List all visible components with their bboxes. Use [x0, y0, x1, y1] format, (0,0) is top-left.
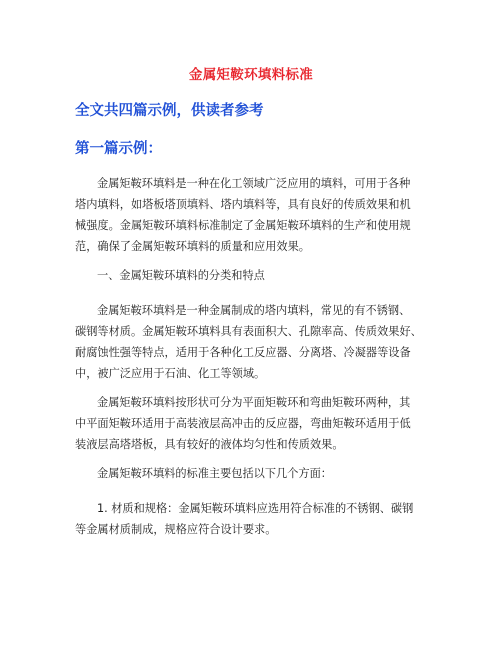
- paragraph-line: 装液层高塔塔板，具有较好的液体均匀性和传质效果。: [75, 438, 344, 451]
- paragraph-line: 中，被广泛应用于石油、化工等领域。: [75, 367, 266, 380]
- paragraph-line: 金属矩鞍环填料的标准主要包括以下几个方面：: [97, 467, 332, 480]
- subsection-heading: [75, 265, 435, 286]
- paragraph-intro: [75, 173, 435, 257]
- paragraph-features: [75, 300, 435, 384]
- paragraph-line: 金属矩鞍环填料按形状可分为平面矩鞍环和弯曲矩鞍环两种，其: [97, 396, 411, 409]
- document-subtitle: 全文共四篇示例，供读者参考: [75, 103, 264, 119]
- paragraph-line: 一、金属矩鞍环填料的分类和特点: [97, 269, 265, 282]
- paragraph-line: 1. 材质和规格：金属矩鞍环填料应选用符合标准的不锈钢、碳钢: [97, 502, 414, 515]
- paragraph-material-spec: [75, 498, 435, 540]
- section-heading: 第一篇示例：: [75, 141, 162, 157]
- paragraph-line: 碳钢等材质。金属矩鞍环填料具有表面积大、孔隙率高、传质效果好、: [75, 325, 422, 338]
- document-title: 金属矩鞍环填料标准: [188, 67, 314, 83]
- paragraph-line: 耐腐蚀性强等特点，适用于各种化工反应器、分离塔、冷凝器等设备: [75, 346, 411, 359]
- paragraph-standard-intro: [75, 463, 435, 484]
- paragraph-line: 等金属材质制成，规格应符合设计要求。: [75, 523, 277, 536]
- paragraph-line: 中平面矩鞍环适用于高装液层高冲击的反应器，弯曲矩鞍环适用于低: [75, 417, 411, 430]
- paragraph-line: 金属矩鞍环填料是一种金属制成的塔内填料，常见的有不锈钢、: [97, 304, 411, 317]
- paragraph-line: 械强度。金属矩鞍环填料标准制定了金属矩鞍环填料的生产和使用规: [75, 219, 411, 232]
- paragraph-shapes: [75, 392, 435, 455]
- paragraph-line: 范，确保了金属矩鞍环填料的质量和应用效果。: [75, 240, 310, 253]
- paragraph-line: 金属矩鞍环填料是一种在化工领域广泛应用的填料，可用于各种: [97, 177, 411, 190]
- paragraph-line: 塔内填料，如塔板塔顶填料、塔内填料等，具有良好的传质效果和机: [75, 198, 411, 211]
